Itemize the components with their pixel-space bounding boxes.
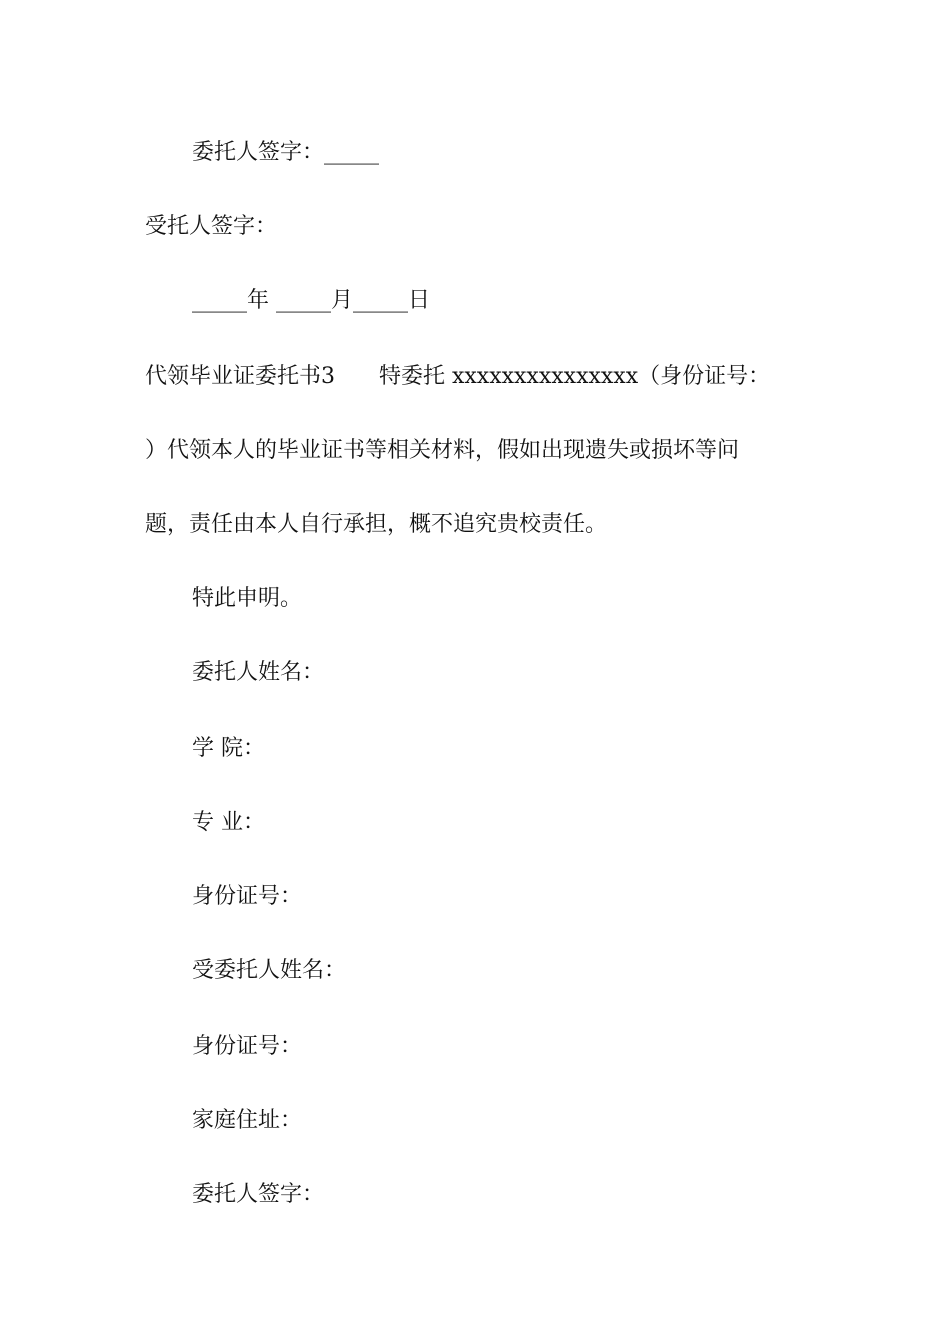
home-address-field: 家庭住址： [192, 1108, 303, 1133]
declaration-line: 特此申明。 [192, 586, 303, 611]
date-line: _____年 _____月_____日 [192, 288, 430, 313]
letter3-first-line: 代领毕业证委托书3 特委托 xxxxxxxxxxxxxxx（身份证号： [145, 364, 771, 389]
principal-id-field: 身份证号： [192, 884, 303, 909]
agent-signature-line: 受托人签字： [145, 214, 278, 239]
major-field: 专 业： [192, 810, 265, 835]
letter3-body-line-3: 题，责任由本人自行承担，概不追究贵校责任。 [145, 512, 608, 537]
agent-name-field: 受委托人姓名： [192, 958, 347, 983]
principal-name-field: 委托人姓名： [192, 660, 325, 685]
letter3-body-line-2: ）代领本人的毕业证书等相关材料，假如出现遗失或损坏等问 [145, 438, 740, 463]
college-field: 学 院： [192, 736, 265, 761]
principal-signature-line: 委托人签字：_____ [192, 140, 380, 165]
agent-id-field: 身份证号： [192, 1034, 303, 1059]
principal-signature-field: 委托人签字： [192, 1182, 325, 1207]
